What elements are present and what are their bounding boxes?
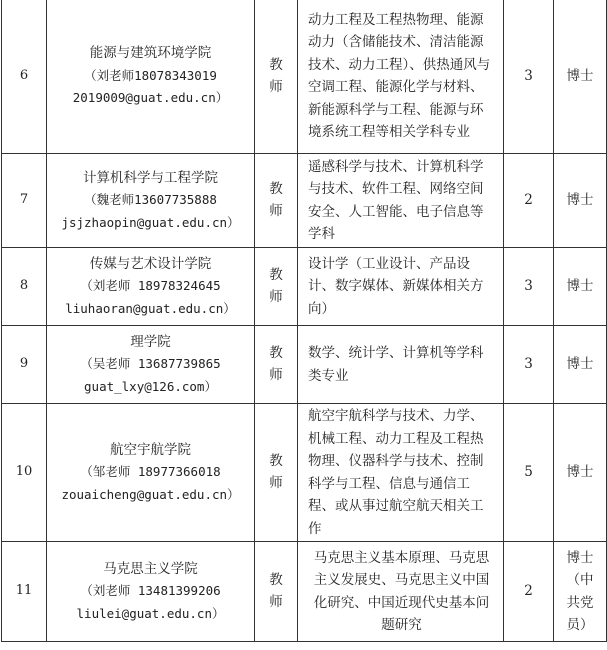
position-type-cell [255, 542, 298, 642]
degree: 博士 [566, 356, 594, 373]
contact-phone: （魏老师13607735888 [84, 192, 217, 208]
position-type-cell [255, 404, 298, 542]
college-name: 理学院 [130, 333, 171, 350]
contact-phone: （刘老师 13481399206 [80, 583, 221, 599]
table-row [2, 248, 607, 326]
row-number: 7 [2, 154, 47, 248]
row-number: 8 [2, 248, 47, 326]
headcount: 2 [504, 154, 554, 248]
college-cell [47, 248, 255, 326]
table-row [2, 542, 607, 642]
position-type: 教师 [269, 267, 283, 306]
degree-cell [554, 326, 607, 404]
college-name: 能源与建筑环境学院 [89, 45, 212, 62]
row-number: 6 [2, 0, 47, 154]
contact-phone: （邹老师 18977366018 [80, 464, 221, 480]
degree-cell [554, 542, 607, 642]
headcount: 5 [504, 404, 554, 542]
degree-cell [554, 404, 607, 542]
position-type-cell [255, 248, 298, 326]
position-type: 教师 [269, 56, 283, 95]
major-requirement: 动力工程及工程热物理、能源动力（含储能技术、清洁能源技术、动力工程）、供热通风与空调工程、能源化学与材料、新能源科学与工程、能源与环境系统工程等相关学科专业 [298, 0, 504, 154]
table-row [2, 154, 607, 248]
degree: 博士 [566, 278, 594, 295]
college-cell [47, 0, 255, 154]
contact-email: liulei@guat.edu.cn） [76, 605, 225, 621]
contact-phone: （刘老师18078343019 [84, 67, 217, 83]
table-row [2, 0, 607, 154]
college-name: 传媒与艺术设计学院 [89, 255, 212, 272]
degree: 博士 [566, 464, 594, 481]
table-row [2, 326, 607, 404]
row-number: 10 [2, 404, 47, 542]
position-type-cell [255, 154, 298, 248]
contact-email: 2019009@guat.edu.cn） [72, 90, 229, 106]
position-type: 教师 [269, 181, 283, 220]
contact-email: zouaicheng@guat.edu.cn） [61, 486, 240, 502]
row-number: 9 [2, 326, 47, 404]
table-row [2, 404, 607, 542]
college-cell [47, 326, 255, 404]
contact-phone: （刘老师 18978324645 [80, 278, 221, 294]
degree: 博士（中共党员） [566, 549, 594, 633]
degree-cell [554, 248, 607, 326]
degree-cell [554, 154, 607, 248]
position-type: 教师 [269, 572, 283, 611]
contact-phone: （吴老师 13687739865 [80, 356, 221, 372]
college-cell [47, 542, 255, 642]
position-type-cell [255, 0, 298, 154]
college-name: 计算机科学与工程学院 [83, 169, 218, 186]
headcount: 3 [504, 326, 554, 404]
position-type: 教师 [269, 453, 283, 492]
contact-email: jsjzhaopin@guat.edu.cn） [61, 214, 240, 230]
major-requirement: 马克思主义基本原理、马克思主义发展史、马克思主义中国化研究、中国近现代史基本问题研究 [298, 542, 504, 642]
position-type-cell [255, 326, 298, 404]
position-type: 教师 [269, 345, 283, 384]
major-requirement: 数学、统计学、计算机等学科类专业 [298, 326, 504, 404]
major-requirement: 设计学（工业设计、产品设计、数字媒体、新媒体相关方向） [298, 248, 504, 326]
major-requirement: 航空宇航科学与技术、力学、机械工程、动力工程及工程热物理、仪器科学与技术、控制科学与工程、信息与通信工程、或从事过航空航天相关工作 [298, 404, 504, 542]
college-cell [47, 154, 255, 248]
degree: 博士 [566, 192, 594, 209]
headcount: 2 [504, 542, 554, 642]
row-number: 11 [2, 542, 47, 642]
contact-email: guat_lxy@126.com） [84, 378, 217, 394]
college-cell [47, 404, 255, 542]
major-requirement: 遥感科学与技术、计算机科学与技术、软件工程、网络空间安全、人工智能、电子信息等学科 [298, 154, 504, 248]
degree-cell [554, 0, 607, 154]
recruitment-table [1, 0, 607, 642]
headcount: 3 [504, 248, 554, 326]
college-name: 马克思主义学院 [103, 560, 198, 577]
contact-email: liuhaoran@guat.edu.cn） [65, 300, 236, 316]
degree: 博士 [566, 67, 594, 84]
college-name: 航空宇航学院 [110, 441, 191, 458]
headcount: 3 [504, 0, 554, 154]
